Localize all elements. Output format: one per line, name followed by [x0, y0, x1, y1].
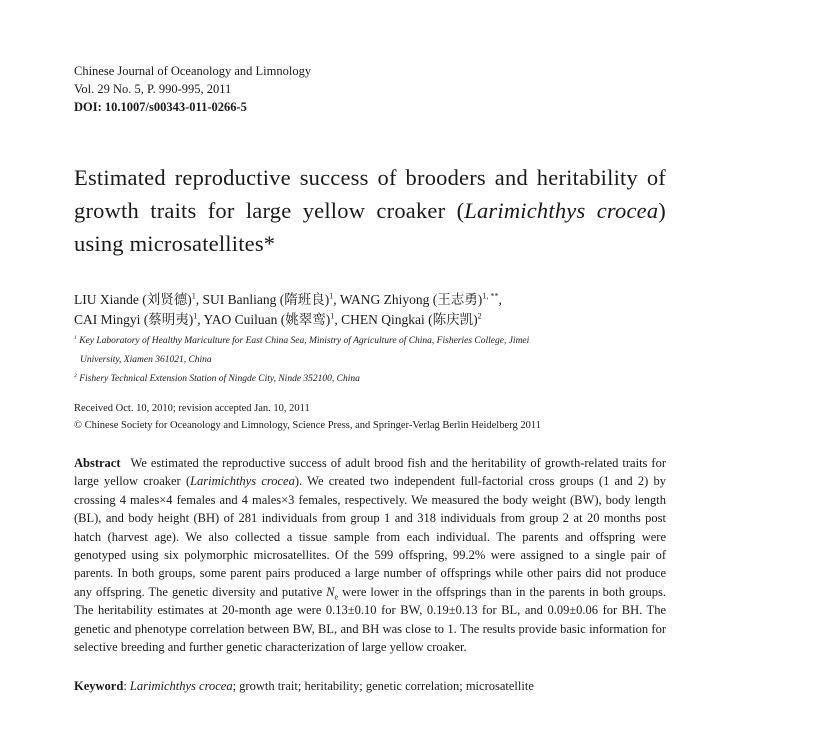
journal-doi: DOI: 10.1007/s00343-011-0266-5: [74, 100, 247, 114]
author: WANG Zhiyong (王志勇)$^{1, **}$,: [339, 291, 502, 307]
abstract-label: Abstract: [74, 456, 121, 470]
title-text-start: Estimated reproductive success of brooders and heritability of growth traits for large yellow croaker (: [74, 165, 666, 223]
received-date: Received Oct. 10, 2010; revision accepted Jan. 10, 2011: [74, 403, 310, 414]
author: YAO Cuiluan (姚翠鸾)$^1$,: [203, 311, 342, 327]
journal-header: [74, 62, 666, 116]
affiliations: [74, 332, 666, 389]
copyright-notice: © Chinese Society for Oceanology and Limnology, Science Press, and Springer-Verlag Berlin Heidelberg 2011: [74, 420, 541, 431]
author-list: [74, 290, 666, 330]
journal-volume: Vol. 29 No. 5, P. 990-995, 2011: [74, 82, 232, 96]
title-text-end: ) using microsatellites*: [74, 198, 666, 256]
publication-info: [74, 400, 666, 434]
abstract: [74, 454, 666, 656]
author: CHEN Qingkai (陈庆凯)$^2$: [341, 311, 482, 327]
journal-name: Chinese Journal of Oceanology and Limnology: [74, 64, 312, 78]
author: CAI Mingyi (蔡明夷)$^1$,: [74, 311, 204, 327]
paper-page: [74, 62, 666, 695]
keywords: Keyword: Larimichthys crocea; growth trait; heritability; genetic correlation; microsatellite: [74, 679, 534, 694]
author: SUI Banliang (隋班良)$^1$,: [202, 291, 340, 307]
affiliation-2: $^2$ Fishery Technical Extension Station of Ningde City, Ninde 352100, China: [74, 372, 360, 384]
abstract-text: were lower in the offsprings than in the parents in both groups. The heritability estimates at 20-month age were 0.13±0.10 for BW, 0.19±0.13 for BL, and 0.09±0.06 for BH. The genetic and phenotype correlation between BW, BL, and BH was close to 1. The results provide basic information for selective breeding and further genetic characterization of large yellow croaker.: [74, 584, 666, 655]
keyword-species: Larimichthys crocea: [129, 679, 233, 694]
keyword-list: ; growth trait; heritability; genetic correlation; microsatellite: [232, 679, 534, 694]
abstract-text: We estimated the reproductive success of adult brood fish and the heritability of growth-related traits for large yellow croaker (: [74, 456, 666, 489]
affiliation-1-continued: University, Xiamen 361021, China: [80, 355, 212, 365]
author-line-1: [74, 290, 666, 310]
keywords-label: Keyword: [74, 679, 124, 694]
paper-title: [74, 161, 666, 260]
abstract-text: ). We created two independent full-factorial cross groups (1 and 2) by crossing 4 males×4 females and 4 males×3 females, respectively. We measured the body weight (BW), body length (BL), and body height (BH) of 281 individuals from group 1 and 318 individuals from group 2 at 20 months post hatch (harvest age). We also collected a tissue sample from each individual. The parents and offspring were genotyped using six polymorphic microsatellites. Of the 599 offspring, 99.2% were assigned to a single pair of parents. In both groups, some parent pairs produced a large number of offsprings while other pairs did not produce any offspring. The genetic diversity and putative: [74, 474, 666, 599]
title-species: Larimichthys crocea: [464, 198, 659, 223]
affiliation-1: $^1$ Key Laboratory of Healthy Mariculture for East China Sea, Ministry of Agriculture of China, Fisheries College, Jimei: [74, 334, 530, 346]
ne-symbol: N: [326, 584, 335, 599]
ne-subscript: e: [334, 592, 339, 602]
author: LIU Xiande (刘贤德)$^1$,: [74, 291, 203, 307]
author-line-2: [74, 310, 666, 330]
abstract-species: Larimichthys crocea: [190, 474, 295, 489]
